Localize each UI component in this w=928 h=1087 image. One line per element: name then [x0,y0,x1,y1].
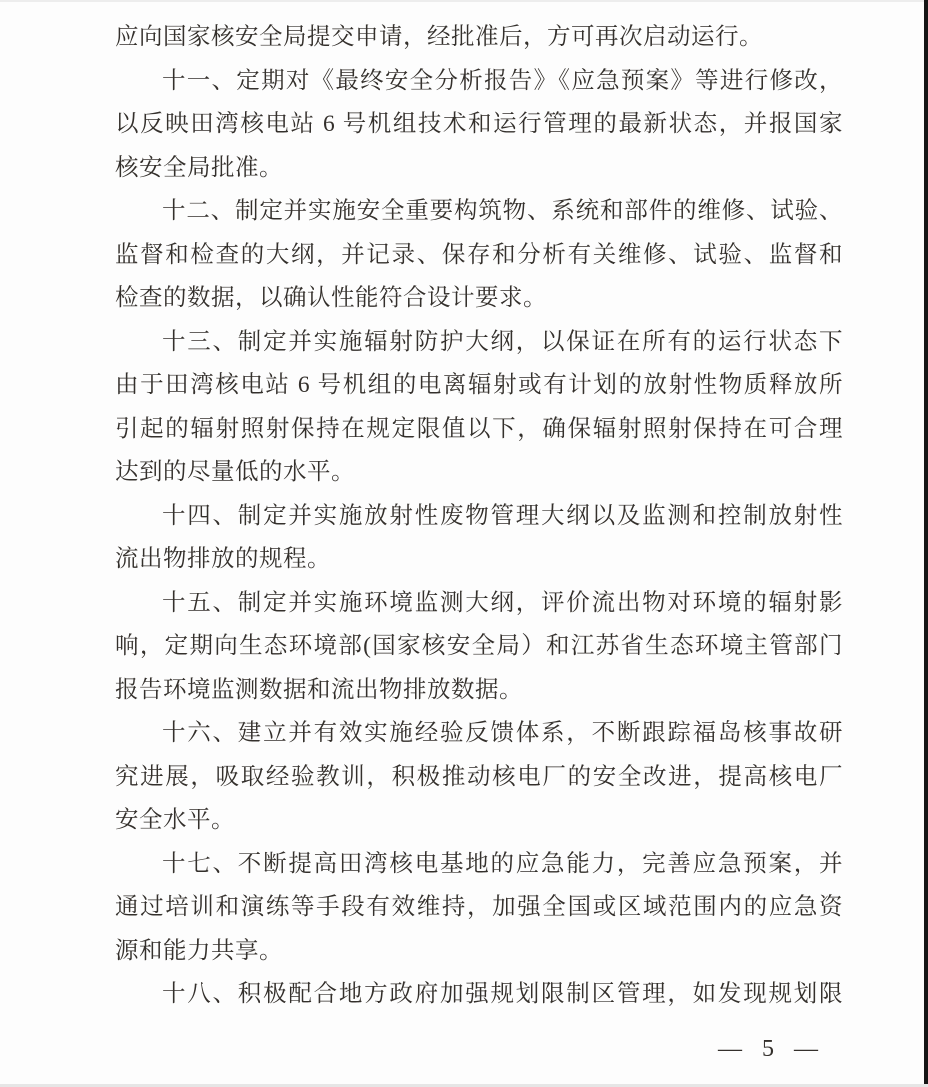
document-line: 响，定期向生态环境部(国家核安全局）和江苏省生态环境主管部门 [115,633,843,659]
document-line: 监督和检查的大纲，并记录、保存和分析有关维修、试验、监督和 [115,241,843,268]
document-line: 十八、积极配合地方政府加强规划限制区管理，如发现规划限 [162,981,843,1007]
document-line: 十七、不断提高田湾核电基地的应急能力，完善应急预案，并 [162,850,843,877]
document-line: 十四、制定并实施放射性废物管理大纲以及监测和控制放射性 [162,502,843,529]
document-body [115,16,843,1017]
paragraph-0 [115,16,843,60]
document-line: 报告环境监测数据和流出物排放数据。 [115,676,523,703]
document-line: 源和能力共享。 [115,937,283,964]
document-line: 十三、制定并实施辐射防护大纲，以保证在所有的运行状态下 [162,328,843,355]
paragraph-7 [115,843,843,974]
paragraph-3 [115,321,843,495]
document-line: 流出物排放的规程。 [115,546,331,572]
page-number: — 5 — [718,1036,820,1062]
document-line: 安全水平。 [115,807,235,833]
document-line: 十二、制定并实施安全重要构筑物、系统和部件的维修、试验、 [162,198,843,224]
document-line: 十六、建立并有效实施经验反馈体系，不断跟踪福岛核事故研 [162,720,843,746]
document-line: 通过培训和演练等手段有效维持，加强全国或区域范围内的应急资 [115,894,843,920]
scan-edge-artifact-right [924,0,928,1087]
document-line: 核安全局批准。 [115,154,283,181]
document-line: 引起的辐射照射保持在规定限值以下，确保辐射照射保持在可合理 [115,415,843,442]
scan-edge-artifact-top [0,0,928,2]
paragraph-4 [115,495,843,582]
document-line: 达到的尽量低的水平。 [115,459,355,485]
document-line: 以反映田湾核电站 6 号机组技术和运行管理的最新状态，并报国家 [115,111,843,137]
document-line: 应向国家核安全局提交申请，经批准后，方可再次启动运行。 [115,24,763,50]
document-line: 十五、制定并实施环境监测大纲，评价流出物对环境的辐射影 [162,589,843,616]
document-line: 检查的数据，以确认性能符合设计要求。 [115,285,547,311]
document-line: 十一、定期对《最终安全分析报告》《应急预案》等进行修改， [162,67,843,94]
paragraph-6 [115,712,843,843]
paragraph-5 [115,582,843,713]
paragraph-2 [115,190,843,321]
paragraph-8 [115,973,843,1017]
document-line: 究进展，吸取经验教训，积极推动核电厂的安全改进，提高核电厂 [115,763,843,790]
paragraph-1 [115,60,843,191]
document-line: 由于田湾核电站 6 号机组的电离辐射或有计划的放射性物质释放所 [115,372,843,398]
